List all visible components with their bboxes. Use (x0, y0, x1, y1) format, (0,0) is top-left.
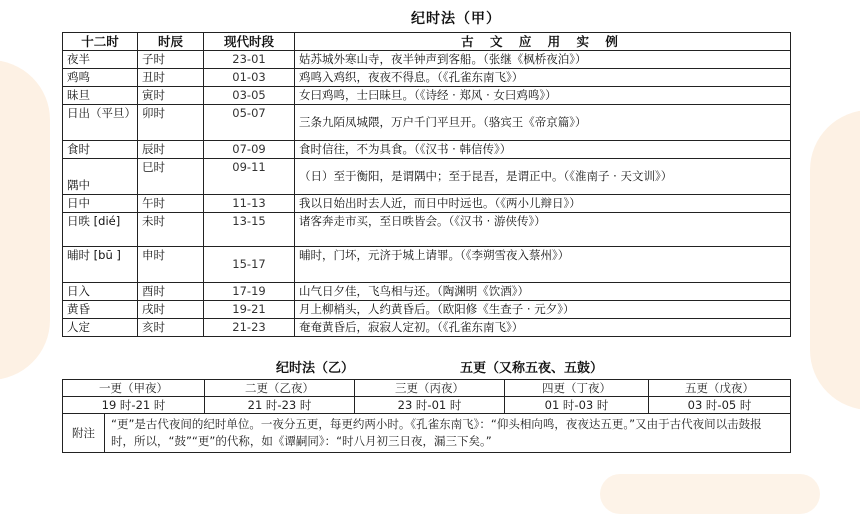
cell-shichen: 申时 (138, 247, 204, 283)
cell-time-range: 17-19 (204, 283, 295, 301)
cell-watch-time: 21 时-23 时 (205, 397, 355, 414)
table-row (63, 301, 791, 319)
cell-shichen: 子时 (138, 51, 204, 69)
cell-period-name: 人定 (63, 319, 138, 337)
cell-period-name: 食时 (63, 141, 138, 159)
cell-shichen: 巳时 (138, 159, 204, 195)
cell-example: 月上柳梢头，人约黄昏后。（欧阳修《生查子 · 元夕》） (295, 301, 791, 319)
cell-example: 晡时，门坏，元济于城上请罪。（《李朔雪夜入蔡州》） (295, 247, 791, 283)
table-row (63, 105, 791, 141)
decor-bottom-shape (600, 474, 820, 514)
cell-watch-time: 19 时-21 时 (63, 397, 205, 414)
cell-period-name: 昧旦 (63, 87, 138, 105)
decor-left-shape (0, 60, 50, 380)
time-table-yi (62, 379, 791, 453)
table-row (63, 247, 791, 283)
cell-example: 诸客奔走市买，至日昳皆会。（《汉书 · 游侠传》） (295, 213, 791, 247)
table1-title: 纪时法（甲） (411, 11, 501, 27)
watch-name-row (63, 380, 791, 397)
header-shichen: 时辰 (138, 33, 204, 51)
table-row (63, 51, 791, 69)
cell-example: 食时信往，不为具食。（《汉书 · 韩信传》） (295, 141, 791, 159)
cell-watch-time: 01 时-03 时 (505, 397, 649, 414)
header-twelve-hours: 十二时 (63, 33, 138, 51)
cell-period-name: 日出（平旦） (63, 105, 138, 141)
table-row (63, 319, 791, 337)
header-examples: 古 文 应 用 实 例 (295, 33, 791, 51)
cell-watch-name: 三更（丙夜） (355, 380, 505, 397)
cell-time-range: 21-23 (204, 319, 295, 337)
decor-right-shape (810, 110, 860, 410)
cell-period-name: 黄昏 (63, 301, 138, 319)
table-row (63, 141, 791, 159)
cell-time-range: 03-05 (204, 87, 295, 105)
note-text: “更”是古代夜间的纪时单位。一夜分五更，每更约两小时。《孔雀东南飞》：“仰头相向鸣，夜夜达五更。”又由于古代夜间以击鼓报时，所以，“鼓”“更”的代称，如《谭嗣同》：“时八月初三日夜，漏三下矣。” (105, 414, 791, 453)
cell-period-name: 鸡鸣 (63, 69, 138, 87)
cell-period-name: 隅中 (63, 159, 138, 195)
header-modern-period: 现代时段 (204, 33, 295, 51)
cell-period-name: 日昳 [dié] (63, 213, 138, 247)
table2-title-left: 纪时法（乙） (276, 361, 355, 376)
cell-example: 奄奄黄昏后，寂寂人定初。（《孔雀东南飞》） (295, 319, 791, 337)
cell-example: （日）至于衡阳，是谓隅中；至于昆吾，是谓正中。（《淮南子 · 天文训》） (295, 159, 791, 195)
table-row (63, 283, 791, 301)
cell-example: 我以日始出时去人近，而日中时远也。（《两小儿辩日》） (295, 195, 791, 213)
cell-example: 山气日夕佳，飞鸟相与还。（陶渊明《饮酒》） (295, 283, 791, 301)
cell-period-name: 日入 (63, 283, 138, 301)
cell-time-range: 23-01 (204, 51, 295, 69)
time-table-jia (62, 32, 791, 337)
watch-time-row (63, 397, 791, 414)
cell-period-name: 晡时 [bū ] (63, 247, 138, 283)
table2-title-right: 五更（又称五夜、五鼓） (460, 361, 604, 376)
cell-shichen: 戌时 (138, 301, 204, 319)
cell-period-name: 日中 (63, 195, 138, 213)
cell-time-range: 07-09 (204, 141, 295, 159)
cell-watch-time: 23 时-01 时 (355, 397, 505, 414)
cell-example: 姑苏城外寒山寺，夜半钟声到客船。（张继《枫桥夜泊》） (295, 51, 791, 69)
cell-example: 三条九陌凤城隈，万户千门平旦开。（骆宾王《帝京篇》） (295, 105, 791, 141)
table1-header-row (63, 33, 791, 51)
table-row (63, 213, 791, 247)
cell-example: 女曰鸡鸣，士曰昧旦。（《诗经 · 郑风 · 女曰鸡鸣》） (295, 87, 791, 105)
cell-time-range: 15-17 (204, 247, 295, 283)
table-row (63, 159, 791, 195)
cell-shichen: 寅时 (138, 87, 204, 105)
table-row (63, 195, 791, 213)
note-row (63, 414, 791, 453)
cell-time-range: 19-21 (204, 301, 295, 319)
cell-shichen: 未时 (138, 213, 204, 247)
cell-shichen: 亥时 (138, 319, 204, 337)
cell-time-range: 13-15 (204, 213, 295, 247)
cell-watch-time: 03 时-05 时 (649, 397, 791, 414)
cell-shichen: 午时 (138, 195, 204, 213)
cell-time-range: 05-07 (204, 105, 295, 141)
cell-watch-name: 五更（戊夜） (649, 380, 791, 397)
table-row (63, 87, 791, 105)
cell-shichen: 丑时 (138, 69, 204, 87)
cell-time-range: 11-13 (204, 195, 295, 213)
note-label: 附注 (63, 414, 105, 453)
table2-title (62, 360, 790, 378)
cell-example: 鸡鸣入鸡织，夜夜不得息。（《孔雀东南飞》） (295, 69, 791, 87)
cell-time-range: 09-11 (204, 159, 295, 195)
cell-shichen: 酉时 (138, 283, 204, 301)
cell-shichen: 卯时 (138, 105, 204, 141)
cell-watch-name: 一更（甲夜） (63, 380, 205, 397)
cell-watch-name: 四更（丁夜） (505, 380, 649, 397)
cell-shichen: 辰时 (138, 141, 204, 159)
cell-time-range: 01-03 (204, 69, 295, 87)
table-row (63, 69, 791, 87)
cell-watch-name: 二更（乙夜） (205, 380, 355, 397)
cell-period-name: 夜半 (63, 51, 138, 69)
